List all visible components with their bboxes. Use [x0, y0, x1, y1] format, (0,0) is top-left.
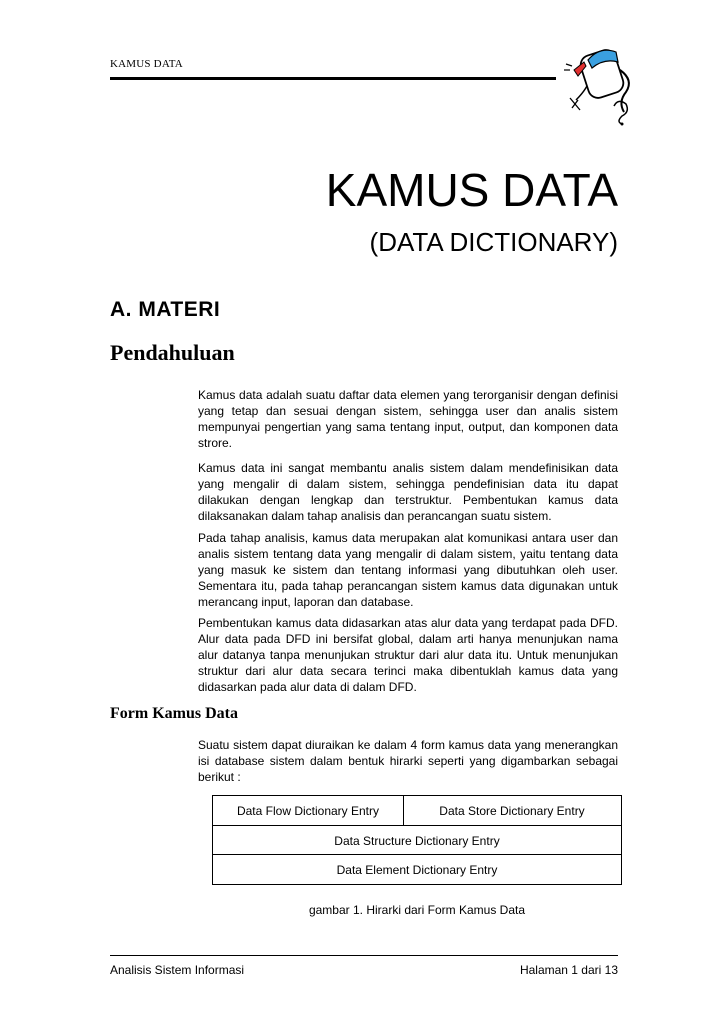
intro-paragraph: Kamus data adalah suatu daftar data elemen yang terorganisir dengan definisi yang tetap dan sesuai dengan sistem, sehingga user dan analis sistem mempunyai pengertian yang sama tentang input, output, dan komponen data strore.: [198, 388, 618, 450]
intro-heading: Pendahuluan: [110, 340, 235, 365]
running-header: KAMUS DATA: [110, 58, 183, 70]
footer-page-number: Halaman 1 dari 13: [519, 963, 618, 977]
header-rule: [110, 77, 556, 80]
footer-rule: [110, 955, 618, 956]
data-flow-entry-label: Data Flow Dictionary Entry: [236, 803, 380, 818]
intro-paragraph: Kamus data ini sangat membantu analis sistem dalam mendefinisikan data yang mengalir di dalam sistem, sehingga pendefinisian data itu dapat dilakukan dengan lengkap dan terstruktur. Pembentukan kamus data dilaksanakan dalam tahap analisis dan perancangan suatu sistem.: [198, 461, 618, 523]
figure-caption: gambar 1. Hirarki dari Form Kamus Data: [308, 903, 526, 917]
data-element-entry-cell: [213, 854, 621, 884]
section-heading: A. MATERI: [110, 298, 221, 321]
document-subtitle: (DATA DICTIONARY): [369, 227, 618, 257]
intro-paragraph: Pada tahap analisis, kamus data merupakan alat komunikasi antara user dan analis sistem tentang data yang mengalir di dalam sistem, yaitu tentang data yang masuk ke sistem dan tentang informasi yang dibutuhkan oleh user. Sementara itu, pada tahap perancangan sistem kamus data digunakan untuk merancang input, laporan dan database.: [198, 531, 618, 609]
form-section-paragraph: Suatu sistem dapat diuraikan ke dalam 4 form kamus data yang menerangkan isi database sistem dalam bentuk hirarki seperti yang digambarkan sebagai berikut :: [198, 738, 618, 784]
data-structure-entry-cell: [213, 825, 621, 855]
data-element-entry-label: Data Element Dictionary Entry: [336, 862, 498, 877]
intro-paragraph: Pembentukan kamus data didasarkan atas alur data yang terdapat pada DFD. Alur data pada DFD ini bersifat global, dalam arti hanya menunjukan nama alur datanya tanpa menunjukan struktur dari alur data itu. Untuk menunjukan struktur dari alur data secara terinci maka dibentuklah kamus data yang didasarkan pada alur data di dalam DFD.: [198, 616, 618, 694]
computer-mouse-clipart-icon: [560, 40, 638, 126]
data-structure-entry-label: Data Structure Dictionary Entry: [334, 833, 500, 848]
document-title: KAMUS DATA: [325, 164, 618, 216]
footer-course-name: Analisis Sistem Informasi: [110, 963, 245, 977]
hierarchy-row-top: [213, 796, 621, 825]
form-section-heading: Form Kamus Data: [110, 705, 238, 722]
data-flow-entry-cell: [213, 796, 404, 825]
dictionary-hierarchy-diagram: [212, 795, 622, 885]
data-store-entry-cell: [403, 796, 621, 825]
data-store-entry-label: Data Store Dictionary Entry: [439, 803, 585, 818]
